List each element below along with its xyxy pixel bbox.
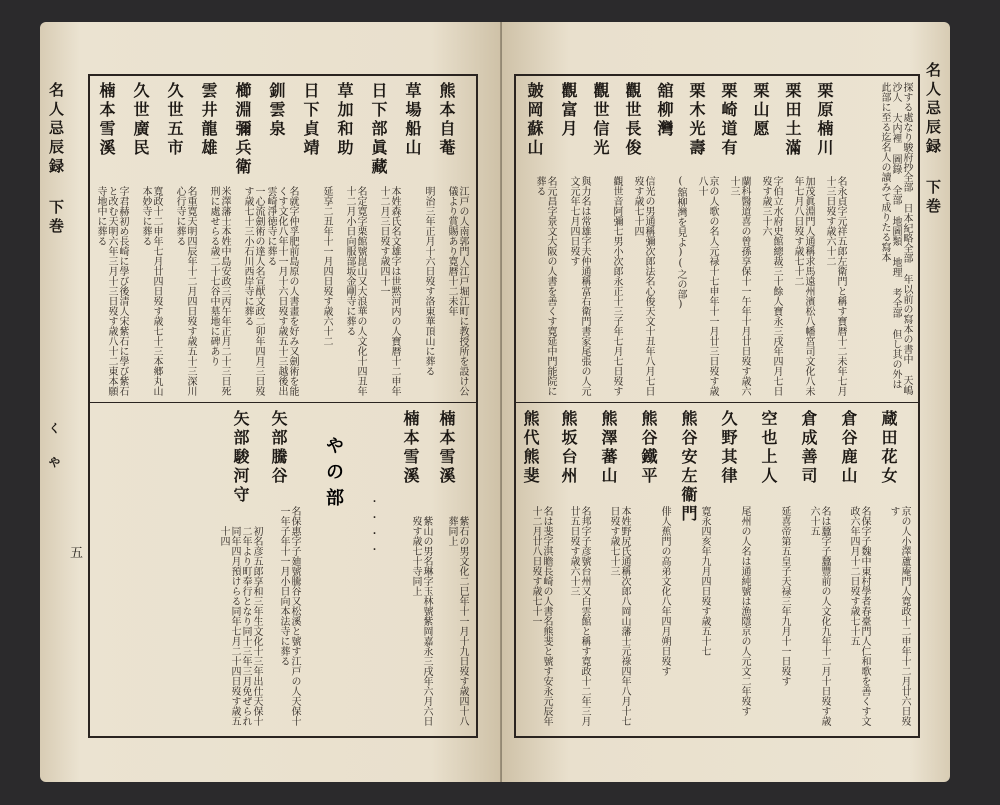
entry-name: 日下部眞藏 xyxy=(369,82,388,177)
entry-name: 觀世長俊 xyxy=(623,82,642,158)
entry-name: 舘柳灣 xyxy=(655,82,674,139)
entry-name: 空也上人 xyxy=(759,410,778,486)
entry-name: 栗原楠川 xyxy=(815,82,834,158)
entry-name: 楠本雪溪 xyxy=(401,410,420,486)
entry-name: 栗木光壽 xyxy=(687,82,706,158)
entry-name: 栗山愿 xyxy=(751,82,770,139)
entry-body: 紫石の男文化二巳年十一月十九日歿す歳四十八葬同上 xyxy=(446,516,468,726)
header-note: 探する處なり駿府抄全部 日本紀略全部 年以前の寫本の書中 天嶋沙人 大内裡 圖錄 全部 地圖類 地理 考全部 但し其の外は此部に至る迄名人の讀みて成りたる寫本 xyxy=(879,82,912,395)
entry-body: 紫山の男名琳字玉林號紫岡嘉永三戌年六月六日歿す歳七十寺同上 xyxy=(410,516,432,726)
entry-name: 楠本雪溪 xyxy=(437,410,456,486)
entry-name: 熊代熊斐 xyxy=(521,410,540,486)
entry-name: 熊谷安左衞門 xyxy=(679,410,698,524)
entry-body: 名元昌字景文大阪の人書を善くす寛延中門能院に葬る xyxy=(534,176,556,396)
entry-name: 矢部騰谷 xyxy=(269,410,288,486)
entry-body: 字伯立水府史館總裁三十餘人寶永三戌年四月七日歿す歳三十六 xyxy=(760,176,782,396)
entry-body: 名保惠字子廸號騰谷又松溪と號す江戸の人天保十一年子年十一月小日向本法寺に葬る xyxy=(278,506,300,726)
entry-body: 觀世音阿彌七男小次郎永正十三子年七月七日歿す xyxy=(611,176,622,396)
entry-body: 米澤藩士本姓中島安政三丙午年正月二十三日死刑に處せらる歳二十七谷中墓地に碑あり xyxy=(208,186,230,396)
entry-name: 觀世信光 xyxy=(591,82,610,158)
entry-body: 與力名は常雄字夫仲通稱富右衛門書家尾張の人元文元年七月四日歿す xyxy=(568,176,590,396)
running-title-left: 名人忌辰録 下巻 xyxy=(47,82,65,237)
entry-name: 釧雲泉 xyxy=(267,82,286,139)
entry-name: 倉成善司 xyxy=(799,410,818,486)
entry-name: 草加和助 xyxy=(335,82,354,158)
entry-name: 草場船山 xyxy=(403,82,422,158)
right-page-frame xyxy=(514,74,920,738)
entry-name: 栗崎道有 xyxy=(719,82,738,158)
entry-body: 本姓野尻氏通稱次郎八岡山藩士元祿四年八月十七日歿す歳七十三 xyxy=(608,506,630,726)
entry-body: 俳人蕉門の高弟文化八年四月朔日歿す xyxy=(659,506,670,676)
page-number: 五 xyxy=(70,546,84,561)
entry-name: 倉谷鹿山 xyxy=(839,410,858,486)
entry-name: 久世五市 xyxy=(165,82,184,158)
section-divider-dots: ・・・・ xyxy=(367,496,378,560)
entry-body: 寬政十二申年七月廿四日歿す歳七十三本郷丸山本妙寺に葬る xyxy=(140,186,162,396)
entry-body: 字君赫初め長崎に學び後清人宋紫石に學び紫石と改む天明六年三月十三日歿す歳八十二東本願寺地中に葬る xyxy=(95,186,128,396)
entry-body: 蘭科醫道喜の曾孫享保十一午年十月廿日歿す歳六十三 xyxy=(728,176,750,396)
entry-body: 明治三年正月十六日歿す洛東華頂山に葬る xyxy=(423,186,434,376)
entry-name: 久野其律 xyxy=(719,410,738,486)
left-page-frame xyxy=(88,74,478,738)
entry-body: 初名彦五郎享和三年生文化十三年出仕天保十二年より町奉行となり同十三年三月免ぜられ同年四月預けらる同年七月二十四日歿す歳五十四 xyxy=(218,526,262,726)
entry-body: 信光の男通稱彌次郎法名心俊天文十丑年八月七日歿す歳七十四 xyxy=(632,176,654,396)
entry-body: 寛永四亥年九月四日歿す歳五十七 xyxy=(699,506,710,656)
entry-body: 名定寛字栗館號崑山又大浪華の人文化十四丑年十二月小日向服部坂金剛寺に葬る xyxy=(344,186,366,396)
entry-name: 日下貞靖 xyxy=(301,82,320,158)
entry-body: 尾州の人名は通純號は漁隱京の人元文二年歿す xyxy=(739,506,750,716)
entry-name: 皷岡蘇山 xyxy=(525,82,544,158)
entry-body: 名邦字子彦號台州又白雲館と稱す寛政十二年三月廿五日歿す歳六十三 xyxy=(568,506,590,726)
entry-body: 名重寛天明四辰年十二月四日歿す歳五十三深川心行寺に葬る xyxy=(174,186,196,396)
entry-body: 名は蠶字子蠶豐前の人文化九年十二月十日歿す歳六十五 xyxy=(808,506,830,726)
entry-name: 矢部駿河守 xyxy=(231,410,250,505)
entry-name: 熊澤蕃山 xyxy=(599,410,618,486)
right-page xyxy=(502,22,950,782)
entry-body: 本姓森氏名文雄字は世黙河内の人寶暦十二申年十二月三日歿す歳四十一 xyxy=(378,186,400,396)
entry-name: 久世廣民 xyxy=(131,82,150,158)
right-divider xyxy=(516,402,918,403)
entry-name: 熊谷鐵平 xyxy=(639,410,658,486)
entry-name: 觀富月 xyxy=(559,82,578,139)
entry-body: 名永貞字元祥五郎左衛門と稱す寶暦十二未年七月十三日歿す歳六十二 xyxy=(824,176,846,396)
entry-name: 熊坂台州 xyxy=(559,410,578,486)
entry-body: 名保字子魏中東村學者春臺門人仁和歌を善くす文政六年四月十二日歿す歳七十五 xyxy=(848,506,870,726)
entry-name: 蔵田花女 xyxy=(879,410,898,486)
entry-name: 櫛淵彌兵衛 xyxy=(233,82,252,177)
left-page xyxy=(40,22,500,782)
entry-body: 延享二丑年十一月四日歿す歳六十二 xyxy=(321,186,332,346)
entry-name: 熊本自菴 xyxy=(437,82,456,158)
entry-body: 一心流劍術の達人名宣猷文政二卯年四月三日歿す歳七十三小石川西岸寺に葬る xyxy=(242,186,264,396)
entry-body: 京の人小澤蘆庵門人寛政十二申年十二月廿六日歿す xyxy=(888,506,910,726)
entry-body: 名就字仲孚肥前島原の人書畫を好み又劍術を能くす文化八年十一月十六日歿す歳五十三越後出雲崎淨徳寺に葬る xyxy=(265,186,298,396)
section-title: やの部 xyxy=(323,436,344,514)
entry-body: 京の人歌の名人元禄十七申年十一月廿三日歿す歳八十 xyxy=(696,176,718,396)
entry-body: 名は斐字淇瞻長崎の人書名熊斐と號す安永元辰年十二月廿八日歿す歳七十一 xyxy=(530,506,552,726)
entry-name: 栗田土滿 xyxy=(783,82,802,158)
entry-body: (舘柳灣を見よ)(之の部) xyxy=(675,176,686,310)
entry-body: 延喜帝第五皇子天禄三年九月十一日歿す xyxy=(779,506,790,686)
entry-body: 加茂眞淵門人通稱求馬遠州濱松八幡宮司文化八未年七月八日歿す歳七十二 xyxy=(792,176,814,396)
running-title-right: 名人忌辰録 下巻 xyxy=(924,62,942,217)
running-title-left-suffix: く や xyxy=(47,422,61,472)
entry-name: 楠本雪溪 xyxy=(97,82,116,158)
left-divider xyxy=(90,402,476,403)
entry-name: 雲井龍雄 xyxy=(199,82,218,158)
entry-body: 江戸の人南郭門人江戸堀江町に教授所を設け公儀より賞賜あり寛暦十二未年 xyxy=(446,186,468,396)
